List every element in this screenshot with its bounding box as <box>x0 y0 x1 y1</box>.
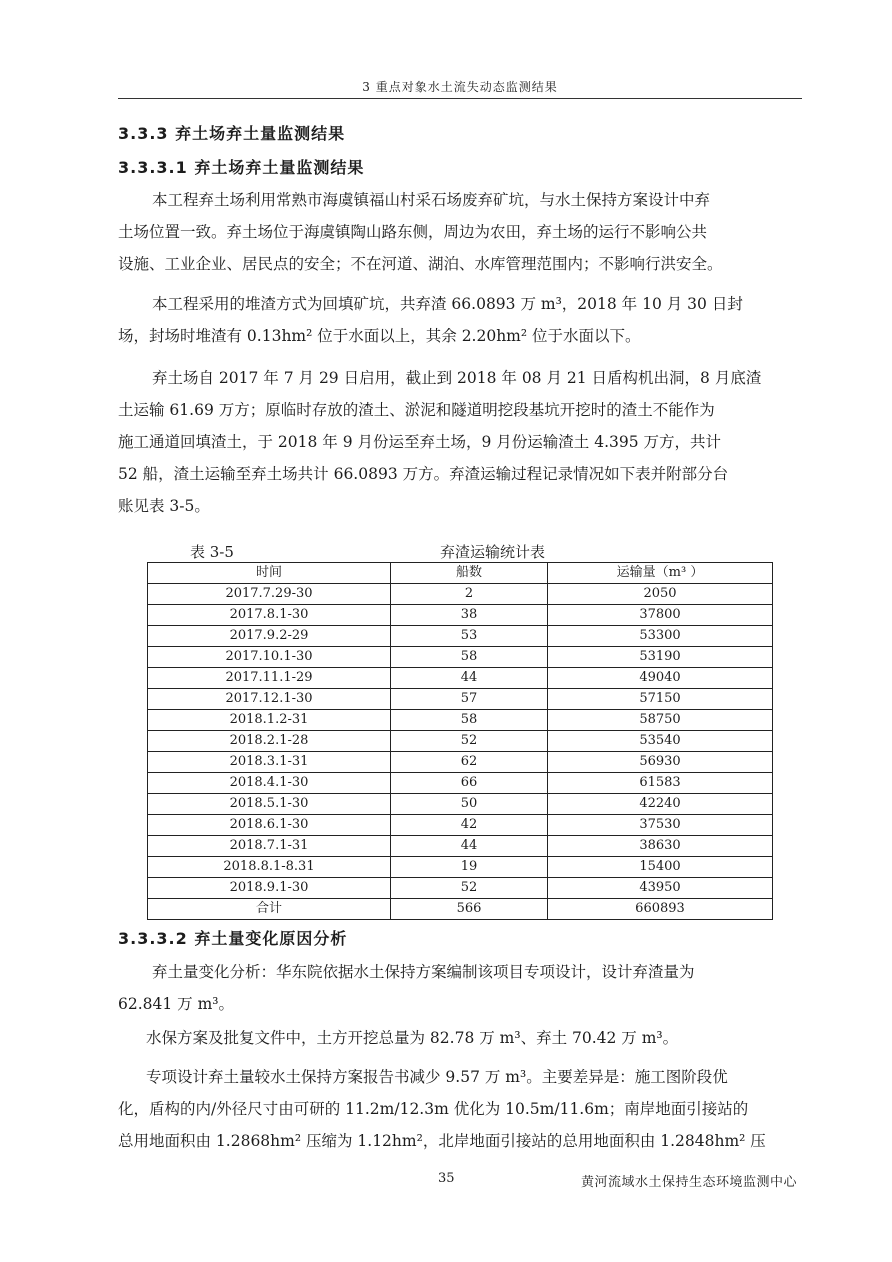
table-row <box>148 605 773 626</box>
table-title: 弃渣运输统计表 <box>440 543 546 561</box>
cell-time: 2018.4.1-30 <box>148 773 391 794</box>
cell-time: 2017.12.1-30 <box>148 689 391 710</box>
text-line: 水保方案及批复文件中，土方开挖总量为 82.78 万 m³、弃土 70.42 万 m³。 <box>146 1029 679 1047</box>
text-line: 本工程弃土场利用常熟市海虞镇福山村采石场废弃矿坑，与水土保持方案设计中弃 <box>152 191 711 209</box>
paragraph-transport-record <box>118 362 802 522</box>
cell-ships: 62 <box>391 752 548 773</box>
cell-time: 2018.2.1-28 <box>148 731 391 752</box>
footer-organization: 黄河流域水土保持生态环境监测中心 <box>581 1175 798 1190</box>
text-line: 设施、工业企业、居民点的安全；不在河道、湖泊、水库管理范围内；不影响行洪安全。 <box>118 255 723 273</box>
cell-time: 2018.8.1-8.31 <box>148 857 391 878</box>
cell-ships: 38 <box>391 605 548 626</box>
cell-time: 2017.11.1-29 <box>148 668 391 689</box>
cell-ships: 66 <box>391 773 548 794</box>
table-row <box>148 584 773 605</box>
cell-ships: 58 <box>391 710 548 731</box>
transport-statistics-table <box>147 562 773 920</box>
cell-ships: 53 <box>391 626 548 647</box>
cell-time: 2017.8.1-30 <box>148 605 391 626</box>
cell-volume: 53190 <box>548 647 773 668</box>
table-row <box>148 731 773 752</box>
paragraph-change-analysis <box>118 956 802 1020</box>
cell-volume: 53300 <box>548 626 773 647</box>
cell-volume: 43950 <box>548 878 773 899</box>
cell-volume: 49040 <box>548 668 773 689</box>
cell-volume: 37530 <box>548 815 773 836</box>
paragraph-approval-figures <box>118 1022 802 1054</box>
table-row <box>148 794 773 815</box>
cell-ships: 44 <box>391 836 548 857</box>
cell-ships: 58 <box>391 647 548 668</box>
table-row <box>148 689 773 710</box>
table-row <box>148 710 773 731</box>
text-line: 62.841 万 m³。 <box>118 995 235 1013</box>
column-header-time: 时间 <box>148 563 391 584</box>
text-line: 本工程采用的堆渣方式为回填矿坑，共弃渣 66.0893 万 m³，2018 年 10 月 30 日封 <box>152 295 743 313</box>
table-row <box>148 668 773 689</box>
text-line: 52 船，渣土运输至弃土场共计 66.0893 万方。弃渣运输过程记录情况如下表并附部分台 <box>118 465 729 483</box>
total-volume: 660893 <box>548 899 773 920</box>
cell-volume: 15400 <box>548 857 773 878</box>
cell-time: 2017.10.1-30 <box>148 647 391 668</box>
cell-time: 2018.1.2-31 <box>148 710 391 731</box>
table-row <box>148 815 773 836</box>
cell-volume: 53540 <box>548 731 773 752</box>
cell-ships: 57 <box>391 689 548 710</box>
cell-volume: 37800 <box>548 605 773 626</box>
section-heading-3-3-3-1: 3.3.3.1 弃土场弃土量监测结果 <box>118 158 365 177</box>
table-row <box>148 857 773 878</box>
cell-ships: 44 <box>391 668 548 689</box>
text-line: 弃土量变化分析：华东院依据水土保持方案编制该项目专项设计，设计弃渣量为 <box>152 963 695 981</box>
cell-volume: 58750 <box>548 710 773 731</box>
text-line: 专项设计弃土量较水土保持方案报告书减少 9.57 万 m³。主要差异是：施工图阶段优 <box>146 1068 728 1086</box>
text-line: 弃土场自 2017 年 7 月 29 日启用，截止到 2018 年 08 月 21 日盾构机出洞，8 月底渣 <box>152 369 762 387</box>
cell-ships: 52 <box>391 878 548 899</box>
cell-time: 2018.5.1-30 <box>148 794 391 815</box>
table-row <box>148 647 773 668</box>
total-label: 合计 <box>148 899 391 920</box>
cell-time: 2017.9.2-29 <box>148 626 391 647</box>
section-heading-3-3-3-2: 3.3.3.2 弃土量变化原因分析 <box>118 929 348 948</box>
paragraph-disposal-site-location <box>118 184 802 280</box>
cell-time: 2018.3.1-31 <box>148 752 391 773</box>
column-header-ships: 船数 <box>391 563 548 584</box>
table-row <box>148 752 773 773</box>
cell-ships: 19 <box>391 857 548 878</box>
table-row <box>148 836 773 857</box>
cell-time: 2017.7.29-30 <box>148 584 391 605</box>
cell-time: 2018.9.1-30 <box>148 878 391 899</box>
table-total-row <box>148 899 773 920</box>
cell-volume: 38630 <box>548 836 773 857</box>
cell-time: 2018.7.1-31 <box>148 836 391 857</box>
text-line: 土运输 61.69 万方；原临时存放的渣土、淤泥和隧道明挖段基坑开挖时的渣土不能作为 <box>118 401 715 419</box>
cell-volume: 56930 <box>548 752 773 773</box>
cell-time: 2018.6.1-30 <box>148 815 391 836</box>
cell-volume: 61583 <box>548 773 773 794</box>
table-row <box>148 878 773 899</box>
table-number: 表 3-5 <box>190 543 234 561</box>
total-ships: 566 <box>391 899 548 920</box>
text-line: 施工通道回填渣土，于 2018 年 9 月份运至弃土场，9 月份运输渣土 4.395 万方，共计 <box>118 433 722 451</box>
paragraph-backfill-method <box>118 288 802 352</box>
table-header-row <box>148 563 773 584</box>
text-line: 化，盾构的内/外径尺寸由可研的 11.2m/12.3m 优化为 10.5m/11.6m；南岸地面引接站的 <box>118 1100 749 1118</box>
table-row <box>148 773 773 794</box>
text-line: 账见表 3-5。 <box>118 497 210 515</box>
cell-ships: 42 <box>391 815 548 836</box>
text-line: 总用地面积由 1.2868hm² 压缩为 1.12hm²，北岸地面引接站的总用地面积由 1.2848hm² 压 <box>118 1132 766 1150</box>
cell-volume: 2050 <box>548 584 773 605</box>
cell-ships: 2 <box>391 584 548 605</box>
page-number: 35 <box>438 1171 455 1186</box>
cell-volume: 42240 <box>548 794 773 815</box>
header-rule <box>118 98 802 99</box>
running-header: 3 重点对象水土流失动态监测结果 <box>362 80 558 94</box>
paragraph-design-difference <box>118 1061 802 1157</box>
column-header-volume: 运输量（m³ ） <box>548 563 773 584</box>
table-row <box>148 626 773 647</box>
cell-ships: 52 <box>391 731 548 752</box>
cell-volume: 57150 <box>548 689 773 710</box>
section-heading-3-3-3: 3.3.3 弃土场弃土量监测结果 <box>118 124 346 143</box>
text-line: 场，封场时堆渣有 0.13hm² 位于水面以上，其余 2.20hm² 位于水面以下。 <box>118 327 641 345</box>
text-line: 土场位置一致。弃土场位于海虞镇陶山路东侧，周边为农田，弃土场的运行不影响公共 <box>118 223 708 241</box>
cell-ships: 50 <box>391 794 548 815</box>
